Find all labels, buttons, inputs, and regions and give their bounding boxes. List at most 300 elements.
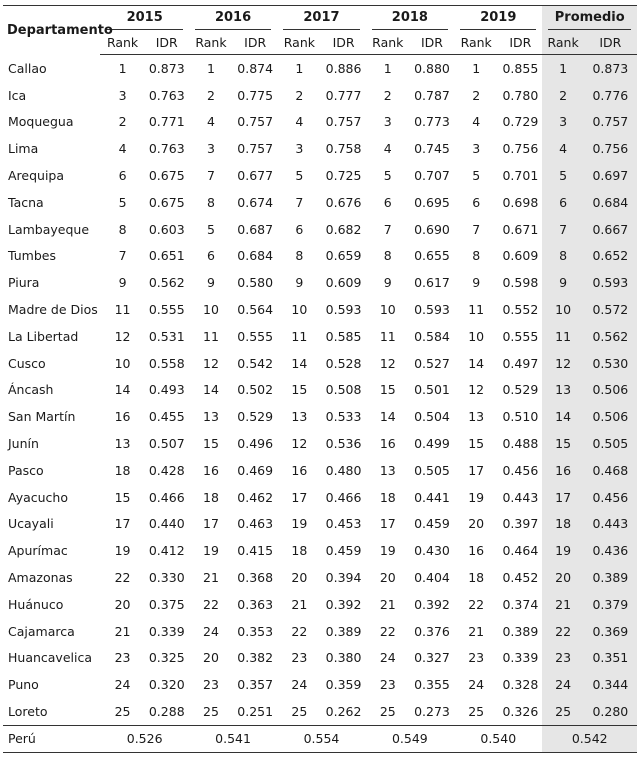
rank-cell: 24 <box>291 677 308 693</box>
idr-cell: 0.357 <box>237 677 274 693</box>
rank-cell: 7 <box>295 194 304 210</box>
rank-cell: 22 <box>114 570 131 586</box>
rank-cell: 25 <box>468 704 485 720</box>
department-name: Huánuco <box>8 596 64 612</box>
rank-cell: 15 <box>203 436 219 452</box>
rank-cell: 16 <box>203 462 219 478</box>
rank-cell: 16 <box>468 543 485 559</box>
department-name: Tumbes <box>8 248 56 264</box>
rank-cell: 4 <box>206 114 215 130</box>
rank-cell: 22 <box>468 596 485 612</box>
rank-cell: 10 <box>114 355 131 371</box>
idr-cell: 0.499 <box>414 436 450 452</box>
rank-cell: 6 <box>118 168 127 184</box>
rank-cell: 12 <box>542 350 583 377</box>
idr-cell: 0.320 <box>148 677 185 693</box>
rank-cell: 11 <box>542 323 583 350</box>
rank-cell: 9 <box>383 275 392 291</box>
idr-cell: 0.684 <box>237 248 274 264</box>
rank-cell: 20 <box>542 564 583 591</box>
idr-cell: 0.497 <box>502 355 539 371</box>
idr-cell: 0.729 <box>502 114 539 130</box>
idr-cell: 0.505 <box>414 462 450 478</box>
idr-cell: 0.675 <box>148 194 185 210</box>
idr-cell: 0.375 <box>148 596 185 612</box>
department-name: Madre de Dios <box>8 302 98 318</box>
department-name: Moquegua <box>8 114 74 130</box>
table-row <box>3 82 637 109</box>
table-row <box>3 430 637 457</box>
idr-cell: 0.555 <box>237 328 274 344</box>
department-name: San Martín <box>8 409 76 425</box>
idr-cell: 0.464 <box>502 543 539 559</box>
rank-cell: 18 <box>379 489 396 505</box>
idr-cell: 0.880 <box>414 60 450 76</box>
rank-cell: 5 <box>118 194 127 210</box>
rank-cell: 17 <box>203 516 219 532</box>
idr-header: IDR <box>498 30 542 55</box>
rank-cell: 1 <box>118 60 127 76</box>
table-row <box>3 296 637 323</box>
idr-cell: 0.558 <box>148 355 185 371</box>
idr-cell: 0.531 <box>148 328 185 344</box>
rank-cell: 18 <box>468 570 485 586</box>
department-name: Amazonas <box>8 570 73 586</box>
department-name: Huancavelica <box>8 650 93 666</box>
idr-cell: 0.344 <box>584 671 637 698</box>
promedio-header: Promedio <box>542 6 637 31</box>
idr-cell: 0.488 <box>502 436 539 452</box>
idr-cell: 0.536 <box>325 436 362 452</box>
idr-cell: 0.745 <box>414 141 450 157</box>
rank-cell: 13 <box>468 409 485 425</box>
idr-cell: 0.443 <box>502 489 539 505</box>
rank-cell: 20 <box>379 570 396 586</box>
rank-cell: 17 <box>114 516 131 532</box>
idr-cell: 0.280 <box>584 698 637 725</box>
idr-table <box>3 5 637 753</box>
idr-cell: 0.552 <box>502 302 539 318</box>
rank-cell: 1 <box>383 60 392 76</box>
idr-cell: 0.707 <box>414 168 450 184</box>
department-name: Arequipa <box>8 168 65 184</box>
rank-cell: 1 <box>542 55 583 82</box>
rank-header: Rank <box>542 30 583 55</box>
total-idr-cell: 0.554 <box>277 725 365 752</box>
idr-cell: 0.757 <box>584 109 637 136</box>
department-name: La Libertad <box>8 328 79 344</box>
total-idr-cell: 0.542 <box>542 725 637 752</box>
idr-cell: 0.440 <box>148 516 185 532</box>
idr-cell: 0.507 <box>148 436 185 452</box>
total-label: Perú <box>3 725 100 752</box>
rank-cell: 4 <box>472 114 481 130</box>
rank-cell: 2 <box>206 87 215 103</box>
year-2018-header: 2018 <box>366 6 454 31</box>
idr-cell: 0.756 <box>502 141 539 157</box>
idr-cell: 0.873 <box>584 55 637 82</box>
rank-cell: 19 <box>379 543 396 559</box>
rank-cell: 12 <box>468 382 485 398</box>
rank-cell: 13 <box>114 436 131 452</box>
total-idr-cell: 0.526 <box>100 725 188 752</box>
total-row <box>3 725 637 752</box>
rank-cell: 23 <box>114 650 131 666</box>
rank-header: Rank <box>366 30 410 55</box>
table-row <box>3 377 637 404</box>
idr-cell: 0.756 <box>584 135 637 162</box>
rank-cell: 25 <box>291 704 308 720</box>
rank-cell: 21 <box>379 596 396 612</box>
rank-cell: 6 <box>542 189 583 216</box>
idr-cell: 0.584 <box>414 328 450 344</box>
idr-cell: 0.369 <box>584 618 637 645</box>
idr-cell: 0.456 <box>502 462 539 478</box>
idr-cell: 0.508 <box>325 382 362 398</box>
idr-cell: 0.392 <box>325 596 362 612</box>
department-name: Callao <box>8 60 47 76</box>
rank-cell: 9 <box>542 269 583 296</box>
idr-cell: 0.443 <box>584 511 637 538</box>
idr-cell: 0.572 <box>584 296 637 323</box>
department-name: Lima <box>8 141 39 157</box>
rank-cell: 20 <box>114 596 131 612</box>
idr-cell: 0.555 <box>502 328 539 344</box>
department-name: Apurímac <box>8 543 68 559</box>
idr-cell: 0.330 <box>148 570 185 586</box>
table-row <box>3 591 637 618</box>
idr-cell: 0.412 <box>148 543 185 559</box>
idr-cell: 0.397 <box>502 516 539 532</box>
table-row <box>3 618 637 645</box>
idr-cell: 0.667 <box>584 216 637 243</box>
rank-cell: 10 <box>468 328 485 344</box>
rank-cell: 14 <box>468 355 485 371</box>
table-row <box>3 216 637 243</box>
idr-cell: 0.468 <box>584 457 637 484</box>
idr-cell: 0.555 <box>148 302 185 318</box>
rank-cell: 18 <box>203 489 219 505</box>
table-row <box>3 109 637 136</box>
idr-cell: 0.682 <box>325 221 362 237</box>
year-header-row <box>3 6 637 31</box>
rank-cell: 3 <box>472 141 481 157</box>
total-idr-cell: 0.541 <box>189 725 277 752</box>
rank-cell: 20 <box>203 650 219 666</box>
idr-cell: 0.459 <box>414 516 450 532</box>
idr-cell: 0.326 <box>502 704 539 720</box>
idr-cell: 0.598 <box>502 275 539 291</box>
rank-cell: 14 <box>114 382 131 398</box>
idr-cell: 0.533 <box>325 409 362 425</box>
rank-cell: 21 <box>291 596 308 612</box>
rank-cell: 12 <box>379 355 396 371</box>
idr-cell: 0.542 <box>237 355 274 371</box>
department-name: Puno <box>8 677 39 693</box>
rank-cell: 22 <box>203 596 219 612</box>
idr-cell: 0.655 <box>414 248 450 264</box>
idr-cell: 0.659 <box>325 248 362 264</box>
idr-cell: 0.701 <box>502 168 539 184</box>
rank-cell: 24 <box>542 671 583 698</box>
rank-cell: 23 <box>542 645 583 672</box>
rank-cell: 19 <box>203 543 219 559</box>
idr-cell: 0.777 <box>325 87 362 103</box>
rank-cell: 12 <box>114 328 131 344</box>
rank-cell: 24 <box>114 677 131 693</box>
year-2019-header: 2019 <box>454 6 542 31</box>
rank-cell: 2 <box>295 87 304 103</box>
idr-header: IDR <box>410 30 454 55</box>
year-2016-header: 2016 <box>189 6 277 31</box>
idr-cell: 0.273 <box>414 704 450 720</box>
idr-cell: 0.564 <box>237 302 274 318</box>
department-name: Cusco <box>8 355 46 371</box>
idr-cell: 0.763 <box>148 87 185 103</box>
rank-header: Rank <box>100 30 144 55</box>
idr-cell: 0.415 <box>237 543 274 559</box>
rank-cell: 15 <box>291 382 308 398</box>
idr-cell: 0.389 <box>502 623 539 639</box>
idr-cell: 0.359 <box>325 677 362 693</box>
idr-cell: 0.328 <box>502 677 539 693</box>
idr-cell: 0.593 <box>325 302 362 318</box>
idr-cell: 0.758 <box>325 141 362 157</box>
rank-header: Rank <box>189 30 233 55</box>
idr-cell: 0.466 <box>325 489 362 505</box>
idr-cell: 0.609 <box>502 248 539 264</box>
idr-cell: 0.674 <box>237 194 274 210</box>
idr-cell: 0.480 <box>325 462 362 478</box>
idr-cell: 0.776 <box>584 82 637 109</box>
rank-cell: 3 <box>295 141 304 157</box>
idr-cell: 0.327 <box>414 650 450 666</box>
idr-header: IDR <box>233 30 277 55</box>
department-name: Ayacucho <box>8 489 68 505</box>
idr-cell: 0.510 <box>502 409 539 425</box>
rank-cell: 15 <box>114 489 131 505</box>
idr-cell: 0.394 <box>325 570 362 586</box>
rank-cell: 22 <box>379 623 396 639</box>
rank-cell: 12 <box>203 355 219 371</box>
rank-cell: 23 <box>203 677 219 693</box>
idr-header: IDR <box>321 30 365 55</box>
rank-cell: 13 <box>542 377 583 404</box>
rank-cell: 8 <box>206 194 215 210</box>
idr-cell: 0.787 <box>414 87 450 103</box>
idr-cell: 0.886 <box>325 60 362 76</box>
idr-cell: 0.430 <box>414 543 450 559</box>
rank-cell: 8 <box>383 248 392 264</box>
rank-cell: 9 <box>472 275 481 291</box>
rank-cell: 10 <box>542 296 583 323</box>
rank-cell: 17 <box>379 516 396 532</box>
rank-cell: 25 <box>114 704 131 720</box>
rank-cell: 2 <box>118 114 127 130</box>
idr-cell: 0.652 <box>584 243 637 270</box>
idr-cell: 0.459 <box>325 543 362 559</box>
rank-cell: 10 <box>379 302 396 318</box>
department-name: Junín <box>8 436 39 452</box>
table-row <box>3 323 637 350</box>
idr-cell: 0.695 <box>414 194 450 210</box>
idr-cell: 0.593 <box>414 302 450 318</box>
idr-cell: 0.580 <box>237 275 274 291</box>
idr-cell: 0.466 <box>148 489 185 505</box>
department-name: Áncash <box>8 382 54 398</box>
idr-cell: 0.436 <box>584 537 637 564</box>
rank-cell: 3 <box>383 114 392 130</box>
idr-cell: 0.725 <box>325 168 362 184</box>
idr-cell: 0.873 <box>148 60 185 76</box>
table-row <box>3 403 637 430</box>
year-2017-header: 2017 <box>277 6 365 31</box>
rank-cell: 7 <box>383 221 392 237</box>
idr-cell: 0.496 <box>237 436 274 452</box>
rank-cell: 6 <box>472 194 481 210</box>
rank-cell: 3 <box>542 109 583 136</box>
rank-cell: 19 <box>542 537 583 564</box>
rank-cell: 20 <box>468 516 485 532</box>
rank-cell: 3 <box>118 87 127 103</box>
idr-cell: 0.453 <box>325 516 362 532</box>
rank-cell: 8 <box>542 243 583 270</box>
idr-cell: 0.355 <box>414 677 450 693</box>
idr-cell: 0.339 <box>148 623 185 639</box>
rank-cell: 11 <box>468 302 485 318</box>
rank-cell: 3 <box>206 141 215 157</box>
rank-cell: 25 <box>203 704 219 720</box>
department-name: Tacna <box>8 194 44 210</box>
table-row <box>3 269 637 296</box>
rank-cell: 24 <box>379 650 396 666</box>
rank-cell: 23 <box>291 650 308 666</box>
idr-cell: 0.506 <box>584 377 637 404</box>
idr-cell: 0.380 <box>325 650 362 666</box>
idr-cell: 0.251 <box>237 704 274 720</box>
idr-cell: 0.389 <box>325 623 362 639</box>
idr-cell: 0.771 <box>148 114 185 130</box>
idr-cell: 0.452 <box>502 570 539 586</box>
rank-cell: 21 <box>468 623 485 639</box>
rank-cell: 21 <box>114 623 131 639</box>
table-row <box>3 698 637 725</box>
idr-cell: 0.504 <box>414 409 450 425</box>
rank-cell: 16 <box>379 436 396 452</box>
idr-cell: 0.428 <box>148 462 185 478</box>
table-row <box>3 162 637 189</box>
table-row <box>3 484 637 511</box>
idr-cell: 0.763 <box>148 141 185 157</box>
total-idr-cell: 0.549 <box>366 725 454 752</box>
rank-cell: 4 <box>542 135 583 162</box>
rank-cell: 18 <box>542 511 583 538</box>
table-row <box>3 511 637 538</box>
department-name: Ica <box>8 87 27 103</box>
table-row <box>3 564 637 591</box>
table-row <box>3 350 637 377</box>
department-name: Piura <box>8 275 40 291</box>
rank-cell: 16 <box>542 457 583 484</box>
idr-cell: 0.687 <box>237 221 274 237</box>
idr-cell: 0.527 <box>414 355 450 371</box>
idr-cell: 0.463 <box>237 516 274 532</box>
idr-cell: 0.690 <box>414 221 450 237</box>
rank-cell: 11 <box>291 328 308 344</box>
rank-cell: 5 <box>383 168 392 184</box>
rank-cell: 25 <box>542 698 583 725</box>
rank-header: Rank <box>277 30 321 55</box>
rank-cell: 23 <box>379 677 396 693</box>
rank-cell: 17 <box>542 484 583 511</box>
idr-cell: 0.757 <box>237 141 274 157</box>
rank-cell: 11 <box>379 328 396 344</box>
rank-cell: 13 <box>379 462 396 478</box>
rank-cell: 7 <box>472 221 481 237</box>
rank-cell: 5 <box>295 168 304 184</box>
rank-cell: 9 <box>118 275 127 291</box>
rank-cell: 1 <box>295 60 304 76</box>
idr-cell: 0.529 <box>502 382 539 398</box>
idr-cell: 0.651 <box>148 248 185 264</box>
idr-cell: 0.392 <box>414 596 450 612</box>
table-row <box>3 457 637 484</box>
rank-cell: 8 <box>118 221 127 237</box>
rank-cell: 6 <box>295 221 304 237</box>
department-header: Departamento <box>7 22 113 38</box>
idr-cell: 0.530 <box>584 350 637 377</box>
rank-cell: 7 <box>206 168 215 184</box>
rank-cell: 19 <box>291 516 308 532</box>
rank-cell: 2 <box>472 87 481 103</box>
idr-cell: 0.404 <box>414 570 450 586</box>
rank-cell: 7 <box>118 248 127 264</box>
rank-cell: 13 <box>203 409 219 425</box>
table-row <box>3 135 637 162</box>
idr-cell: 0.262 <box>325 704 362 720</box>
idr-cell: 0.585 <box>325 328 362 344</box>
idr-cell: 0.671 <box>502 221 539 237</box>
table-row <box>3 189 637 216</box>
idr-cell: 0.874 <box>237 60 274 76</box>
rank-cell: 14 <box>203 382 219 398</box>
rank-cell: 8 <box>295 248 304 264</box>
idr-cell: 0.780 <box>502 87 539 103</box>
idr-cell: 0.697 <box>584 162 637 189</box>
rank-cell: 25 <box>379 704 396 720</box>
rank-cell: 12 <box>291 436 308 452</box>
idr-cell: 0.603 <box>148 221 185 237</box>
idr-cell: 0.351 <box>584 645 637 672</box>
rank-cell: 16 <box>114 409 131 425</box>
table-row <box>3 645 637 672</box>
rank-cell: 2 <box>542 82 583 109</box>
idr-header: IDR <box>584 30 637 55</box>
idr-cell: 0.562 <box>584 323 637 350</box>
rank-cell: 19 <box>114 543 131 559</box>
idr-cell: 0.593 <box>584 269 637 296</box>
rank-cell: 14 <box>291 355 308 371</box>
department-name: Pasco <box>8 462 44 478</box>
idr-cell: 0.288 <box>148 704 185 720</box>
rank-cell: 10 <box>203 302 219 318</box>
rank-cell: 21 <box>203 570 219 586</box>
department-name: Ucayali <box>8 516 54 532</box>
idr-cell: 0.379 <box>584 591 637 618</box>
idr-cell: 0.505 <box>584 430 637 457</box>
rank-cell: 4 <box>383 141 392 157</box>
year-2015-header: 2015 <box>100 6 188 31</box>
